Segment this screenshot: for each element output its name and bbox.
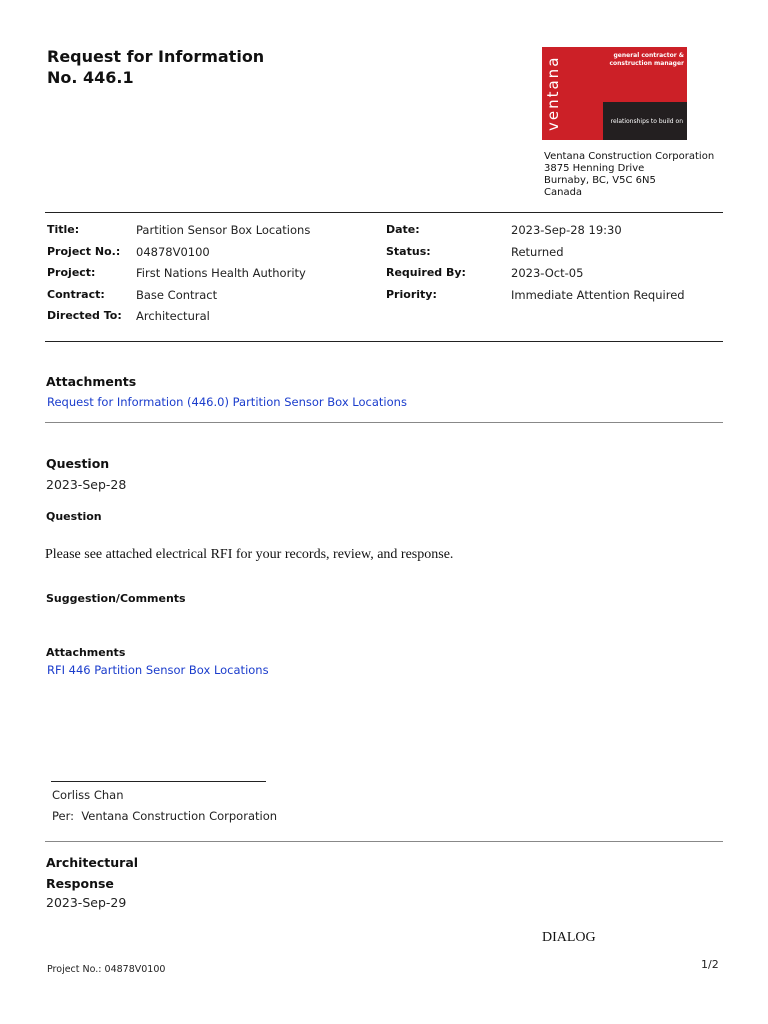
date-value: 2023-Sep-28 19:30 bbox=[511, 223, 622, 237]
question-date: 2023-Sep-28 bbox=[46, 477, 127, 492]
contract-label: Contract: bbox=[47, 288, 105, 301]
footer-project-no bbox=[47, 964, 165, 975]
logo-dark-panel bbox=[603, 102, 687, 140]
company-city: Burnaby, BC, V5C 6N5 bbox=[544, 175, 656, 186]
date-label: Date: bbox=[386, 223, 420, 236]
per-value: Ventana Construction Corporation bbox=[81, 809, 278, 823]
priority-label: Priority: bbox=[386, 288, 437, 301]
suggestion-comments-heading: Suggestion/Comments bbox=[46, 592, 186, 605]
attachment-link-rfi-446-0[interactable]: Request for Information (446.0) Partition Sensor Box Locations bbox=[47, 395, 407, 409]
divider bbox=[45, 422, 723, 423]
project-no-value: 04878V0100 bbox=[136, 245, 210, 259]
response-heading-line1: Architectural bbox=[46, 855, 139, 870]
question-attachments-heading: Attachments bbox=[46, 646, 126, 659]
priority-value: Immediate Attention Required bbox=[511, 288, 685, 302]
project-no-label: Project No.: bbox=[47, 245, 121, 258]
directed-to-label: Directed To: bbox=[47, 309, 122, 322]
footer-project-no-value: 04878V0100 bbox=[104, 964, 166, 975]
logo-wordmark: ventana bbox=[544, 55, 562, 132]
document-title-line1: Request for Information bbox=[47, 47, 265, 66]
question-heading: Question bbox=[46, 456, 110, 471]
ventana-logo bbox=[542, 47, 687, 140]
logo-tagline-bottom: relationships to build on bbox=[610, 118, 683, 125]
required-by-label: Required By: bbox=[386, 266, 466, 279]
company-street: 3875 Henning Drive bbox=[544, 163, 645, 174]
divider bbox=[45, 212, 723, 213]
company-address bbox=[544, 151, 714, 199]
title-value: Partition Sensor Box Locations bbox=[136, 223, 311, 237]
question-subheading: Question bbox=[46, 510, 102, 523]
directed-to-value: Architectural bbox=[136, 309, 210, 323]
required-by-value: 2023-Oct-05 bbox=[511, 266, 584, 280]
status-value: Returned bbox=[511, 245, 564, 259]
project-value: First Nations Health Authority bbox=[136, 266, 306, 280]
document-title bbox=[47, 46, 264, 88]
attachment-link-rfi-446[interactable]: RFI 446 Partition Sensor Box Locations bbox=[47, 663, 269, 677]
divider bbox=[45, 341, 723, 342]
divider bbox=[45, 841, 723, 842]
status-label: Status: bbox=[386, 245, 431, 258]
page-number: 1/2 bbox=[701, 958, 719, 971]
question-body: Please see attached electrical RFI for your records, review, and response. bbox=[45, 547, 454, 562]
project-label: Project: bbox=[47, 266, 96, 279]
company-country: Canada bbox=[544, 187, 583, 198]
attachments-heading: Attachments bbox=[46, 374, 137, 389]
response-signer: DIALOG bbox=[542, 930, 596, 945]
signatory-company bbox=[52, 809, 277, 823]
response-date: 2023-Sep-29 bbox=[46, 895, 127, 910]
logo-tagline-top: general contractor & construction manager bbox=[609, 52, 684, 67]
contract-value: Base Contract bbox=[136, 288, 218, 302]
per-label: Per: bbox=[52, 809, 75, 823]
footer-project-no-label: Project No.: bbox=[47, 964, 102, 975]
company-name: Ventana Construction Corporation bbox=[544, 151, 715, 162]
signature-line bbox=[51, 781, 266, 782]
signatory-name: Corliss Chan bbox=[52, 788, 124, 802]
response-heading bbox=[46, 852, 138, 894]
document-number: No. 446.1 bbox=[47, 68, 134, 87]
response-heading-line2: Response bbox=[46, 876, 114, 891]
title-label: Title: bbox=[47, 223, 80, 236]
